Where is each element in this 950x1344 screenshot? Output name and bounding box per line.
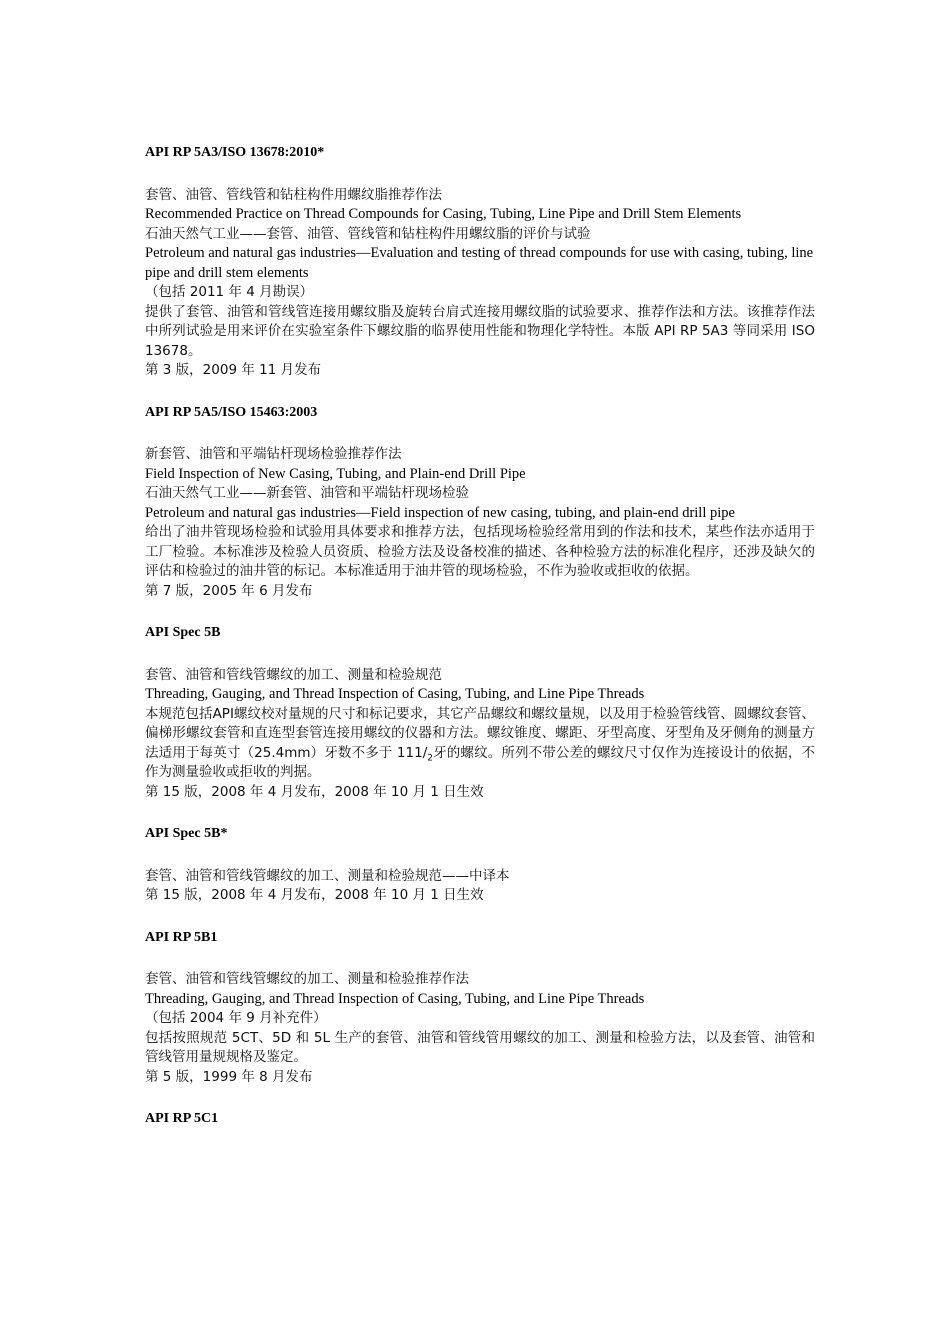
standard-code: API Spec 5B	[145, 625, 221, 640]
edition-info: 第 7 版，2005 年 6 月发布	[145, 582, 313, 599]
description: 本规范包括API螺纹校对量规的尺寸和标记要求，其它产品螺纹和螺纹量规，以及用于检验管线管、圆螺纹套管、偏梯形螺纹套管和直连型套管连接用螺纹的仪器和方法。螺纹锥度、螺距、牙型高度、牙型角及牙侧角的测量方法适用于每英寸（25.4mm）牙数不多于 $111/_2$牙的螺纹。所列不带公差的螺纹尺寸仅作为连接设计的依据，不作为测量验收或拒收的判据。	[145, 705, 815, 780]
subtitle-zh: 石油天然气工业——新套管、油管和平端钻杆现场检验	[145, 485, 469, 501]
standard-entry-5c1	[145, 1109, 815, 1129]
standard-code: API RP 5A5/ISO 15463:2003	[145, 404, 318, 420]
standard-code: API RP 5C1	[145, 1111, 219, 1126]
edition-info: 第 15 版，2008 年 4 月发布，2008 年 10 月 1 日生效	[145, 887, 484, 903]
standard-entry-5a5	[145, 403, 815, 602]
fraction-denominator: 2	[427, 753, 433, 764]
subtitle-en: Petroleum and natural gas industries—Evaluation and testing of thread compounds for use with casing, tubing, line pipe and drill stem elements	[145, 245, 814, 281]
standard-entry-5b1	[145, 928, 815, 1088]
supplement-note: （包括 2004 年 9 月补充件）	[145, 1010, 327, 1026]
standard-entry-5b-translation	[145, 824, 815, 906]
title-en: Field Inspection of New Casing, Tubing, and Plain-end Drill Pipe	[145, 465, 526, 482]
description-part-1: 本规范包括API螺纹校对量规的尺寸和标记要求，其它产品螺纹和螺纹量规，以及用于检验管线管、圆螺纹套管、偏梯形螺纹套管和直连型套管连接用螺纹的仪器和方法。螺纹锥度、螺距、牙型高度、牙型角及牙侧角的测量方法适用于每英寸（25.4mm）牙数不多于 11	[145, 705, 815, 761]
standard-entry-5b	[145, 623, 815, 802]
description-part-2: 牙的螺纹。所列不带公差的螺纹尺寸仅作为连接设计的依据，不作为测量验收或拒收的判据。	[145, 744, 815, 780]
errata-note: （包括 2011 年 4 月勘误）	[145, 284, 314, 300]
title-zh: 套管、油管和管线管螺纹的加工、测量和检验规范	[145, 666, 442, 683]
description: 给出了油井管现场检验和试验用具体要求和推荐方法，包括现场检验经常用到的作法和技术，某些作法亦适用于工厂检验。本标准涉及检验人员资质、检验方法及设备校准的描述、各种检验方法的标准化程序，还涉及缺欠的评估和检验过的油井管的标记。本标准适用于油井管的现场检验，不作为验收或拒收的依据。	[145, 524, 815, 579]
edition-info: 第 5 版，1999 年 8 月发布	[145, 1068, 313, 1085]
description: 包括按照规范 5CT、5D 和 5L 生产的套管、油管和管线管用螺纹的加工、测量和检验方法，以及套管、油管和管线管用量规规格及鉴定。	[145, 1029, 815, 1065]
title-zh: 套管、油管、管线管和钻柱构件用螺纹脂推荐作法	[145, 186, 442, 203]
subtitle-zh: 石油天然气工业——套管、油管、管线管和钻柱构件用螺纹脂的评价与试验	[145, 225, 591, 242]
standard-code: API RP 5A3/ISO 13678:2010*	[145, 145, 325, 160]
standard-code: API Spec 5B*	[145, 826, 228, 841]
document-page	[145, 143, 815, 1152]
edition-info: 第 3 版，2009 年 11 月发布	[145, 362, 322, 378]
standard-entry-5a3	[145, 143, 815, 381]
title-en: Recommended Practice on Thread Compounds for Casing, Tubing, Line Pipe and Drill Stem Elements	[145, 206, 742, 222]
edition-info: 第 15 版，2008 年 4 月发布，2008 年 10 月 1 日生效	[145, 783, 484, 800]
standard-code: API RP 5B1	[145, 929, 218, 945]
title-zh: 套管、油管和管线管螺纹的加工、测量和检验推荐作法	[145, 971, 469, 987]
title-zh: 新套管、油管和平端钻杆现场检验推荐作法	[145, 446, 402, 462]
title-zh: 套管、油管和管线管螺纹的加工、测量和检验规范——中译本	[145, 867, 510, 884]
fraction-numerator: 1	[414, 744, 423, 761]
description: 提供了套管、油管和管线管连接用螺纹脂及旋转台肩式连接用螺纹脂的试验要求、推荐作法和方法。该推荐作法中所列试验是用来评价在实验室条件下螺纹脂的临界使用性能和物理化学特性。本版 API RP 5A3 等同采用 ISO 13678。	[145, 303, 815, 359]
title-en: Threading, Gauging, and Thread Inspection of Casing, Tubing, and Line Pipe Threads	[145, 990, 645, 1007]
subtitle-en: Petroleum and natural gas industries—Field inspection of new casing, tubing, and plain-end drill pipe	[145, 504, 735, 521]
title-en: Threading, Gauging, and Thread Inspection of Casing, Tubing, and Line Pipe Threads	[145, 686, 645, 702]
